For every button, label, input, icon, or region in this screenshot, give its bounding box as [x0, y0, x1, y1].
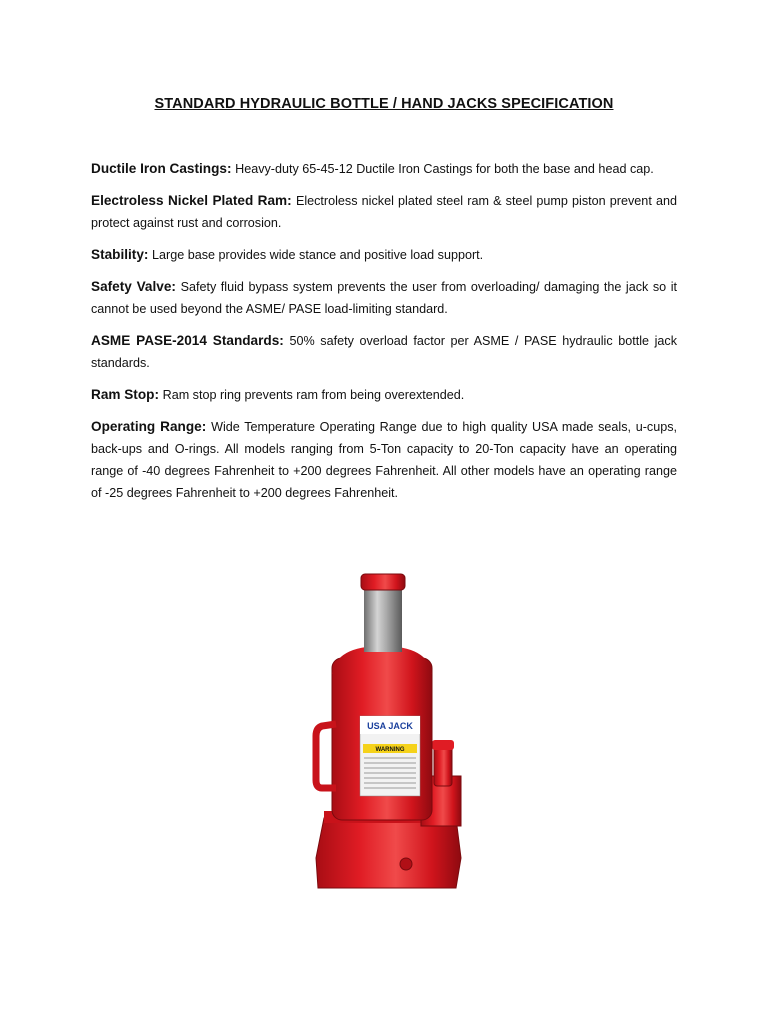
spec-desc: Electroless nickel plated steel ram & steel pump piston prevent and protect against rust and corrosion.: [91, 194, 677, 230]
spec-term: Operating Range:: [91, 419, 207, 434]
jack-base: [316, 818, 461, 888]
spec-term: Electroless Nickel Plated Ram:: [91, 193, 292, 208]
warning-label: WARNING: [375, 747, 405, 753]
spec-list: [91, 158, 677, 514]
spec-desc: Ram stop ring prevents ram from being overextended.: [162, 388, 465, 402]
spec-operating-range: [91, 416, 677, 504]
spec-desc: Heavy-duty 65-45-12 Ductile Iron Castings for both the base and head cap.: [235, 162, 654, 176]
spec-asme-pase: [91, 330, 677, 374]
spec-desc: 50% safety overload factor per ASME / PASE hydraulic bottle jack standards.: [91, 334, 677, 370]
spec-stability: [91, 244, 677, 266]
spec-term: Safety Valve:: [91, 279, 176, 294]
spec-term: Ductile Iron Castings:: [91, 161, 232, 176]
spec-term: ASME PASE-2014 Standards:: [91, 333, 284, 348]
jack-cap: [361, 574, 405, 590]
spec-term: Ram Stop:: [91, 387, 159, 402]
spec-safety-valve: [91, 276, 677, 320]
spec-desc: Wide Temperature Operating Range due to high quality USA made seals, u-cups, back-ups and O-rings. All models ranging from 5-Ton capacity to 20-Ton capacity have an operating range of -40 degrees Fahrenheit to +200 degrees Fahrenheit. All other models have an operating range of -25 degrees Fahrenheit to +200 degrees Fahrenheit.: [91, 420, 677, 500]
spec-desc: Large base provides wide stance and positive load support.: [152, 248, 484, 262]
pump-socket: [434, 746, 452, 786]
spec-ram-stop: [91, 384, 677, 406]
page-title: STANDARD HYDRAULIC BOTTLE / HAND JACKS SPECIFICATION: [154, 96, 614, 112]
spec-nickel-ram: [91, 190, 677, 234]
pump-socket-cap: [432, 740, 454, 750]
brand-logo: USA JACK: [367, 721, 413, 731]
spec-term: Stability:: [91, 247, 149, 262]
spec-desc: Safety fluid bypass system prevents the user from overloading/ damaging the jack so it cannot be used beyond the ASME/ PASE load-limiting standard.: [91, 280, 677, 316]
release-valve: [400, 858, 412, 870]
spec-ductile-iron: [91, 158, 677, 180]
bottle-jack-photo: [306, 566, 466, 896]
bottle-jack-illustration: [306, 566, 466, 896]
jack-ram: [364, 586, 402, 652]
